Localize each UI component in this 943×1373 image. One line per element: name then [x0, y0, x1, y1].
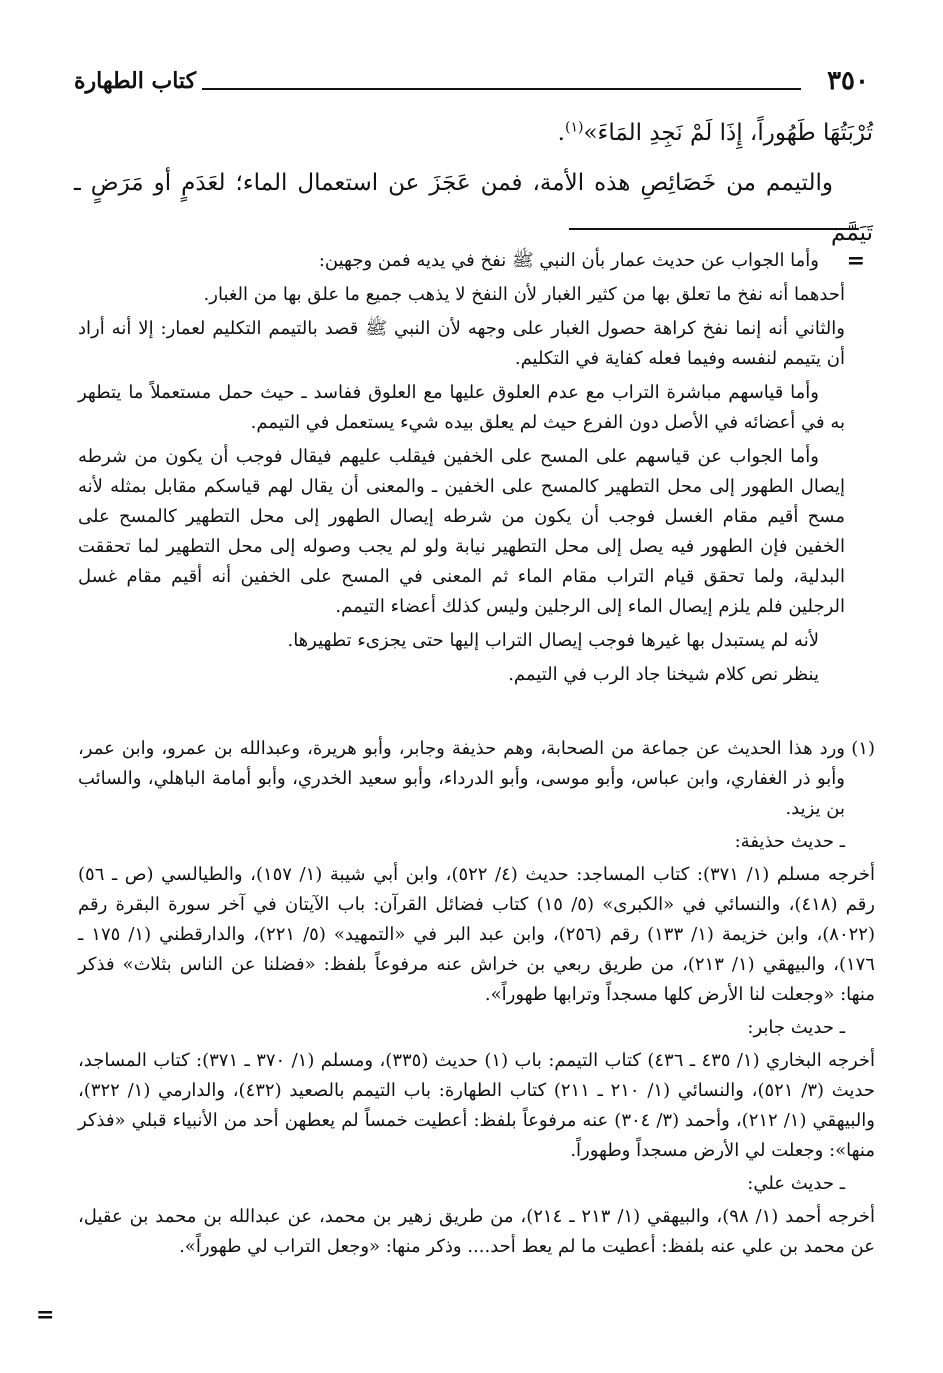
- continued-note: [78, 246, 845, 694]
- book-title: كتاب الطهارة: [74, 68, 197, 94]
- section-heading: ـ حديث علي:: [747, 1173, 845, 1194]
- main-line-1-end: .: [557, 120, 565, 146]
- main-line-1: [74, 108, 873, 158]
- note-paragraph: وأما الجواب عن حديث عمار بأن النبي ﷺ نفخ في يديه فمن وجهين:: [318, 250, 819, 271]
- footnote-separator: [569, 228, 859, 230]
- note-paragraph: لأنه لم يستبدل بها غيرها فوجب إيصال التراب إليها حتى يجزىء تطهيرها.: [287, 630, 819, 651]
- footnote-1: [78, 734, 875, 1265]
- main-line-2: والتيمم من خَصَائِصِ هذه الأمة، فمن عَجَزَ عن استعمال الماء؛ لعَدَمٍ أو مَرَضٍ ـ تَيَمَّمَ: [74, 170, 873, 246]
- header-rule: [202, 88, 801, 90]
- main-line-1-text: تُرْبَتُهَا طَهُوراً، إِذَا لَمْ نَجِدِ المَاءَ»: [583, 120, 873, 146]
- section-text: أخرجه أحمد (١/ ٩٨)، والبيهقي (١/ ٢١٣ ـ ٢١٤)، من طريق زهير بن محمد، عن عبدالله بن محمد بن عقيل، عن محمد بن علي عنه بلفظ: أعطيت ما لم يعط أحد.... وذكر منها: «وجعل التراب لي طهوراً».: [78, 1206, 875, 1257]
- note-paragraph: وأما قياسهم مباشرة التراب مع عدم العلوق عليها مع العلوق ففاسد ـ حيث حمل مستعملاً ما يتطهر به في أعضائه في الأصل دون الفرع حيث لم يعلق بيده شيء يستعمل في التيمم.: [78, 382, 845, 433]
- section-heading: ـ حديث حذيفة:: [734, 831, 845, 852]
- footnote-intro: [78, 734, 875, 824]
- footnote-ref: (١): [564, 119, 584, 136]
- section-heading: ـ حديث جابر:: [747, 1017, 845, 1038]
- note-paragraph: أحدهما أنه نفخ ما تعلق بها من كثير الغبار لأن النفخ لا يذهب جميع ما علق بها من الغبار.: [203, 284, 845, 305]
- note-paragraph: ينظر نص كلام شيخنا جاد الرب في التيمم.: [508, 664, 819, 685]
- continuation-mark-bottom: =: [36, 1302, 55, 1328]
- note-paragraph: وأما الجواب عن قياسهم على المسح على الخفين فيقلب عليهم فيقال فوجب أن يكون من شرطه إيصال الطهور إلى محل التطهير كالمسح على الخفين ـ والمعنى أن يقال لهم قياسكم مقابل بمثله لأنه مسح أقيم مقام الغسل فوجب أن يكون من شرطه إيصال الطهور إلى محل التطهير كالمسح على الخفين فإن الطهور فيه يصل إلى محل التطهير نيابة ولو لم يجب وصوله إلى محل التطهير لما تحققت البدلية، ولما تحقق قيام التراب مقام الماء ثم المعنى في المسح على الخفين أنه أقيم مقام غسل الرجلين فلم يلزم إيصال الماء إلى الرجلين وليس كذلك أعضاء التيمم.: [78, 446, 845, 617]
- page-header: [74, 66, 869, 106]
- section-text: أخرجه مسلم (١/ ٣٧١): كتاب المساجد: حديث (٤/ ٥٢٢)، وابن أبي شيبة (١/ ١٥٧)، والطيالسي (ص ـ ٥٦) رقم (٤١٨)، والنسائي في «الكبرى» (٥/ ١٥) كتاب فضائل القرآن: باب الآيتان في آخر سورة البقرة رقم (٨٠٢٢)، وابن خزيمة (١/ ١٣٣) رقم (٢٥٦)، وابن عبد البر في «التمهيد» (٥/ ٢٢١)، والدارقطني (١/ ١٧٥ ـ ١٧٦)، والبيهقي (١/ ٢١٣)، من طريق ربعي بن خراش عنه مرفوعاً بلفظ: «فضلنا عن الناس بثلاث» فذكر منها: «وجعلت لنا الأرض كلها مسجداً وترابها طهوراً».: [78, 864, 876, 1005]
- note-paragraph: والثاني أنه إنما نفخ كراهة حصول الغبار على وجهه لأن النبي ﷺ قصد بالتيمم التكليم لعمار: إلا أنه أراد أن يتيمم لنفسه وفيما فعله كفاية في التكليم.: [78, 318, 845, 369]
- main-text: [74, 108, 873, 258]
- continuation-mark-top: =: [846, 248, 865, 274]
- page-number: ٣٥٠: [827, 66, 869, 96]
- section-text: أخرجه البخاري (١/ ٤٣٥ ـ ٤٣٦) كتاب التيمم: باب (١) حديث (٣٣٥)، ومسلم (١/ ٣٧٠ ـ ٣٧١): كتاب المساجد، حديث (٣/ ٥٢١)، والنسائي (١/ ٢١٠ ـ ٢١١) كتاب الطهارة: باب التيمم بالصعيد (٤٣٢)، والدارمي (١/ ٣٢٢)، والبيهقي (١/ ٢١٢)، وأحمد (٣/ ٣٠٤) عنه مرفوعاً بلفظ: أعطيت خمساً لم يعطهن أحد من الأنبياء قبلي «فذكر منها»: وجعلت لي الأرض مسجداً وطهوراً.: [78, 1050, 876, 1161]
- footnote-intro-text: ورد هذا الحديث عن جماعة من الصحابة، وهم حذيفة وجابر، وأبو هريرة، وعبدالله بن عمرو، وابن عمر، وأبو ذر الغفاري، وابن عباس، وأبو موسى، وأبو الدرداء، وأبو سعيد الخدري، وأبو أمامة الباهلي، والسائب بن يزيد.: [78, 738, 845, 819]
- footnote-number: (١): [851, 738, 875, 759]
